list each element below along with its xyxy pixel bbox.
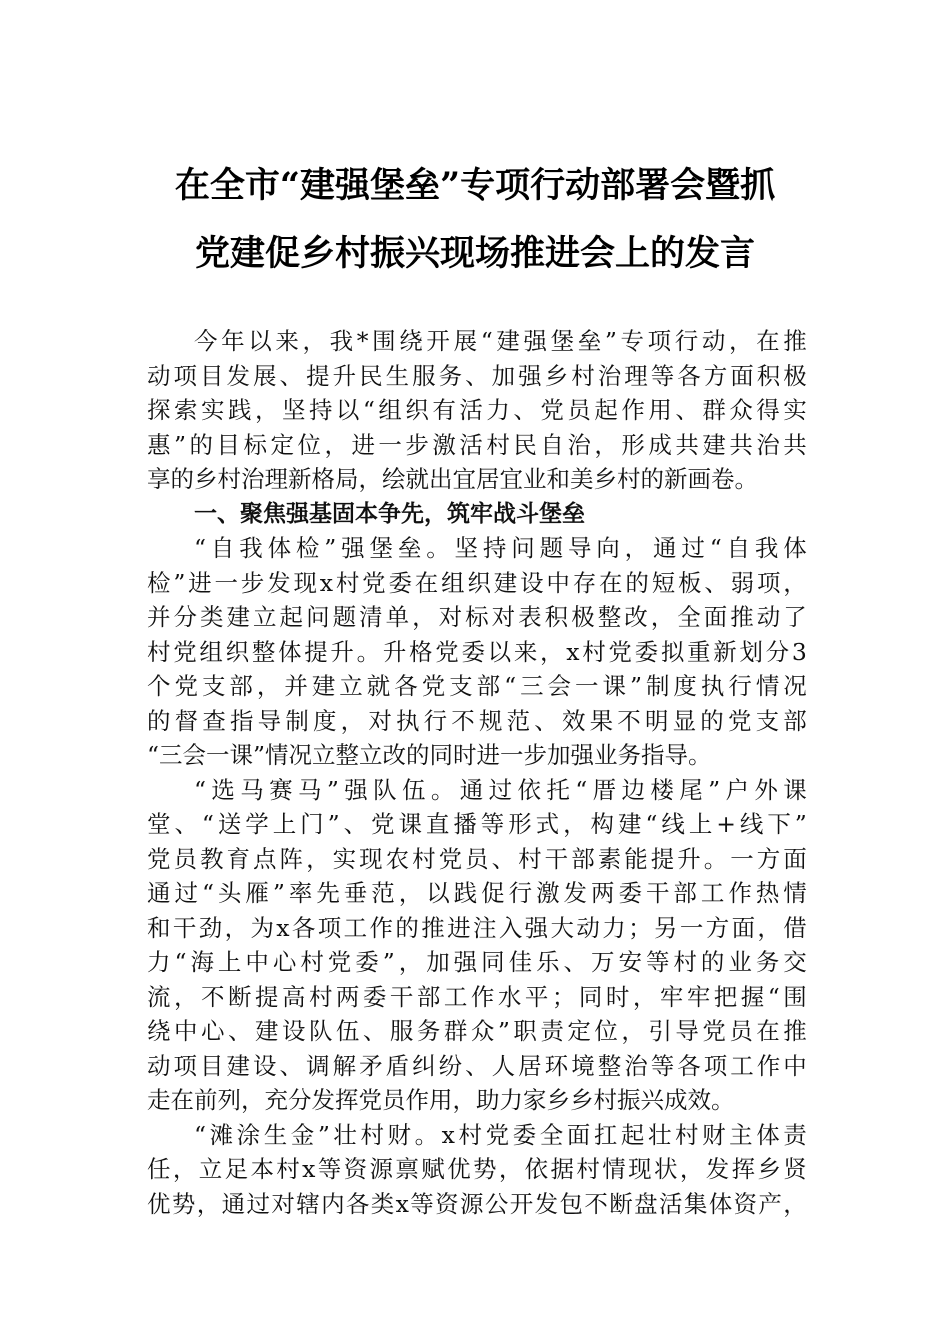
paragraph-line: 并分类建立起问题清单，对标对表积极整改，全面推动了 bbox=[147, 603, 807, 631]
paragraph-intro-line: 享的乡村治理新格局，绘就出宜居宜业和美乡村的新画卷。 bbox=[147, 465, 758, 493]
paragraph-intro-line: 惠”的目标定位，进一步激活村民自治，形成共建共治共 bbox=[147, 430, 807, 459]
paragraph-line: “自我体检”强堡垒。坚持问题导向，通过“自我体 bbox=[194, 534, 807, 562]
paragraph-line: “选马赛马”强队伍。通过依托“厝边楼尾”户外课 bbox=[194, 775, 807, 804]
paragraph-intro-line: 动项目发展、提升民生服务、加强乡村治理等各方面积极 bbox=[147, 361, 807, 390]
paragraph-line: “滩涂生金”壮村财。x村党委全面扛起壮村财主体责 bbox=[194, 1120, 807, 1149]
paragraph-line: 流，不断提高村两委干部工作水平；同时，牢牢把握“围 bbox=[147, 982, 807, 1011]
paragraph-line: 村党组织整体提升。升格党委以来，x村党委拟重新划分3 bbox=[147, 637, 807, 666]
paragraph-line: 通过“头雁”率先垂范，以践促行激发两委干部工作热情 bbox=[147, 879, 807, 907]
paragraph-line: 堂、“送学上门”、党课直播等形式，构建“线上+线下” bbox=[147, 810, 807, 838]
paragraph-line: 个党支部，并建立就各党支部“三会一课”制度执行情况 bbox=[147, 672, 807, 700]
paragraph-line: “三会一课”情况立整立改的同时进一步加强业务指导。 bbox=[147, 741, 712, 769]
paragraph-line: 力“海上中心村党委”，加强同佳乐、万安等村的业务交 bbox=[147, 948, 807, 976]
paragraph-line: 走在前列，充分发挥党员作用，助力家乡乡村振兴成效。 bbox=[147, 1086, 735, 1114]
paragraph-intro-line: 探索实践，坚持以“组织有活力、党员起作用、群众得实 bbox=[147, 396, 807, 424]
section-heading: 一、聚焦强基固本争先，筑牢战斗堡垒 bbox=[194, 500, 585, 527]
paragraph-line: 的督查指导制度，对执行不规范、效果不明显的党支部 bbox=[147, 706, 807, 735]
paragraph-line: 任，立足本村x等资源禀赋优势，依据村情现状，发挥乡贤 bbox=[147, 1155, 807, 1183]
document-title-line-1: 在全市“建强堡垒”专项行动部署会暨抓 bbox=[174, 165, 776, 206]
document-title-line-2: 党建促乡村振兴现场推进会上的发言 bbox=[194, 233, 755, 274]
paragraph-line: 和干劲，为x各项工作的推进注入强大动力；另一方面，借 bbox=[147, 913, 807, 942]
paragraph-line: 动项目建设、调解矛盾纠纷、人居环境整治等各项工作中 bbox=[147, 1051, 807, 1080]
paragraph-intro-line: 今年以来，我*围绕开展“建强堡垒”专项行动，在推 bbox=[194, 327, 807, 355]
paragraph-line: 绕中心、建设队伍、服务群众”职责定位，引导党员在推 bbox=[147, 1017, 807, 1045]
paragraph-line: 优势，通过对辖内各类x等资源公开发包不断盘活集体资产， bbox=[147, 1189, 807, 1218]
paragraph-line: 检”进一步发现x村党委在组织建设中存在的短板、弱项， bbox=[147, 568, 807, 597]
paragraph-line: 党员教育点阵，实现农村党员、村干部素能提升。一方面 bbox=[147, 844, 807, 873]
